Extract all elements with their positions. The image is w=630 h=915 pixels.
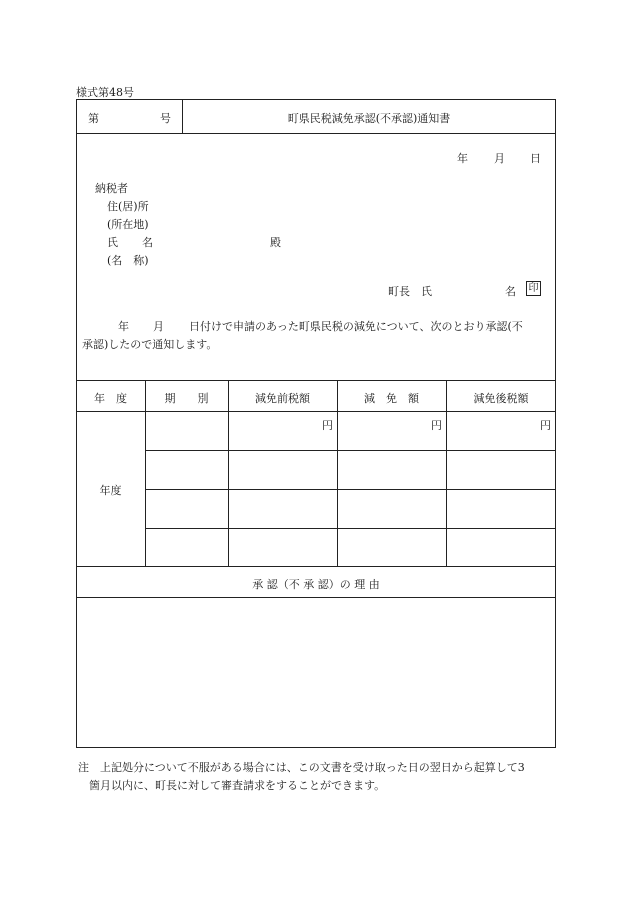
- notice-number-dai: 第: [88, 112, 99, 125]
- date-day: 日: [530, 152, 541, 165]
- column-header-reduction: 減 免 額: [364, 392, 419, 405]
- yen-unit: 円: [540, 419, 551, 432]
- note-line1: 注 上記処分について不服がある場合には、この文書を受け取った日の翌日から起算して3: [78, 761, 525, 774]
- table-top-line: [76, 380, 556, 381]
- reason-header-bottom-line: [76, 597, 556, 598]
- document-title: 町県民税減免承認(不承認)通知書: [287, 112, 451, 125]
- table-row-line: [146, 450, 556, 451]
- body-text-line2: 承認)したので通知します。: [82, 338, 218, 351]
- table-column-divider: [145, 380, 146, 567]
- corp-name-label: (名 称): [107, 254, 149, 267]
- column-header-fiscal-year: 年 度: [94, 392, 127, 405]
- name-label-first: 氏: [107, 236, 118, 249]
- table-column-divider: [228, 380, 229, 567]
- yen-unit: 円: [322, 419, 333, 432]
- table-header-bottom-line: [76, 411, 556, 412]
- form-frame: [76, 99, 556, 748]
- date-year: 年: [457, 152, 468, 165]
- honorific: 殿: [270, 236, 281, 249]
- header-divider: [76, 133, 556, 134]
- location-label: (所在地): [107, 218, 149, 231]
- table-column-divider: [446, 380, 447, 567]
- note-line2: 箇月以内に、町長に対して審査請求をすることができます。: [89, 779, 386, 792]
- form-number: 様式第48号: [76, 86, 134, 99]
- name-label-second: 名: [142, 236, 153, 249]
- body-month: 月: [153, 320, 164, 333]
- fiscal-year-cell: 年度: [99, 484, 122, 497]
- column-header-period: 期 別: [164, 392, 209, 405]
- table-row-line: [146, 489, 556, 490]
- table-bottom-line: [76, 566, 556, 567]
- reason-title: 承 認（不 承 認）の 理 由: [252, 578, 380, 591]
- issuer-title: 町長 氏: [388, 285, 432, 298]
- table-row-line: [146, 528, 556, 529]
- column-header-tax-after: 減免後税額: [473, 392, 529, 405]
- seal-stamp: 印: [526, 281, 541, 296]
- date-month: 月: [494, 152, 505, 165]
- body-year: 年: [118, 320, 129, 333]
- column-header-tax-before: 減免前税額: [255, 392, 310, 405]
- table-column-divider: [337, 380, 338, 567]
- address-label: 住(居)所: [107, 200, 149, 213]
- taxpayer-label: 納税者: [95, 182, 128, 195]
- notice-number-go: 号: [160, 112, 171, 125]
- body-text-line1: 日付けで申請のあった町県民税の減免について、次のとおり承認(不: [189, 320, 523, 333]
- yen-unit: 円: [431, 419, 442, 432]
- issuer-name-suffix: 名: [505, 285, 516, 298]
